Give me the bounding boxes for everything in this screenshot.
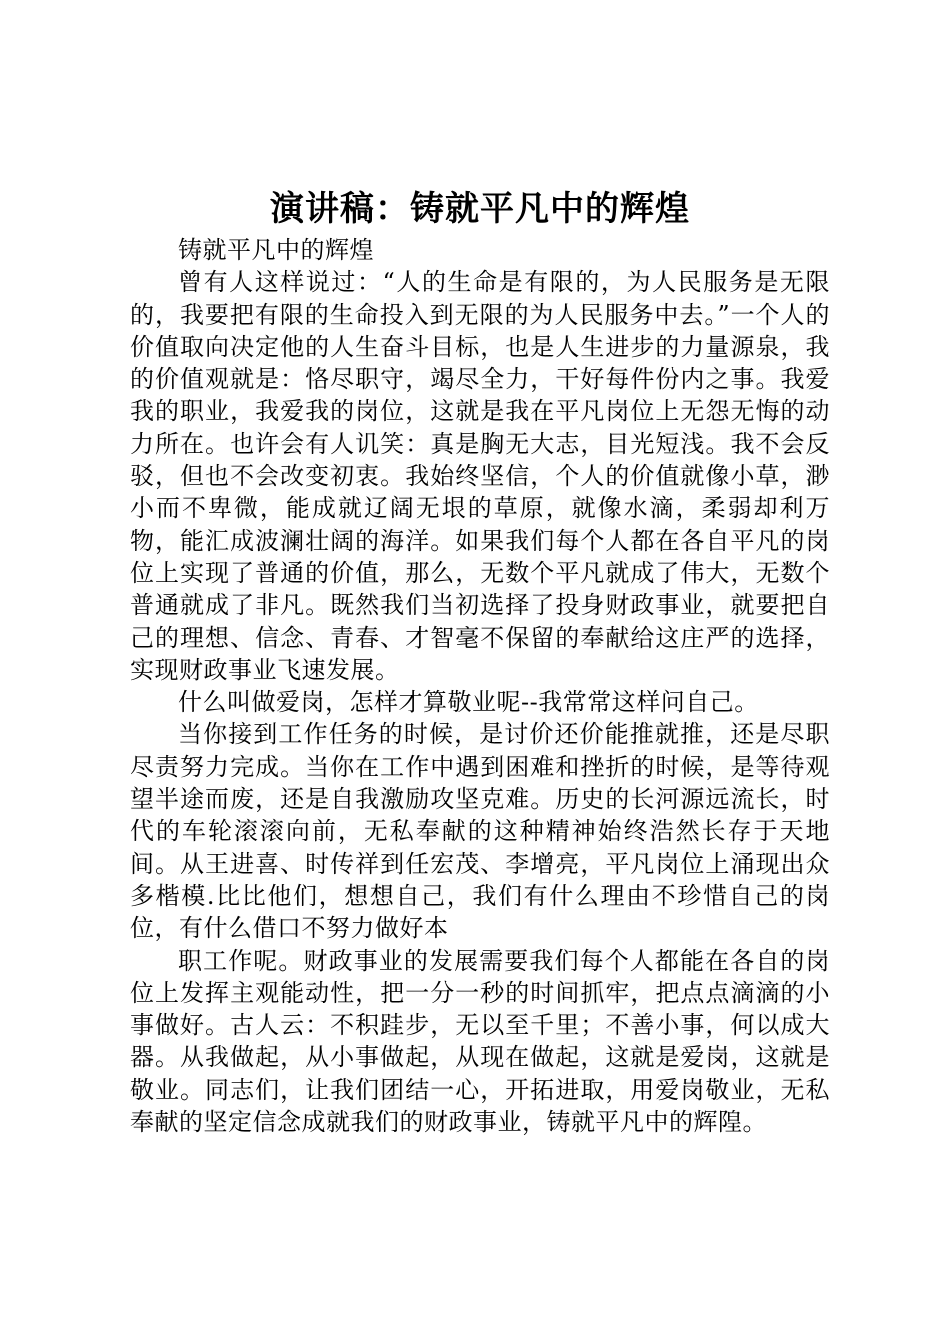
paragraph: 当你接到工作任务的时候，是讨价还价能推就推，还是尽职尽责努力完成。当你在工作中遇到困难和挫折的时候，是等待观望半途而废，还是自我激励攻坚克难。历史的长河源远流长，时代的车轮滚滚向前，无私奉献的这种精神始终浩然长存于天地间。从王进喜、时传祥到任宏茂、李增亮，平凡岗位上涌现出众多楷模.比比他们，想想自己，我们有什么理由不珍惜自己的岗位，有什么借口不努力做好本 xyxy=(130,720,830,943)
document-body xyxy=(130,234,830,1138)
document-title: 演讲稿：铸就平凡中的辉煌 xyxy=(270,189,690,229)
paragraph: 曾有人这样说过：“人的生命是有限的，为人民服务是无限的，我要把有限的生命投入到无限的为人民服务中去。”一个人的价值取向决定他的人生奋斗目标，也是人生进步的力量源泉，我的价值观就是：恪尽职守，竭尽全力，干好每件份内之事。我爱我的职业，我爱我的岗位，这就是我在平凡岗位上无怨无悔的动力所在。也许会有人讥笑：真是胸无大志，目光短浅。我不会反驳，但也不会改变初衷。我始终坚信，个人的价值就像小草，渺小而不卑微，能成就辽阔无垠的草原，就像水滴，柔弱却利万物，能汇成波澜壮阔的海洋。如果我们每个人都在各自平凡的岗位上实现了普通的价值，那么，无数个平凡就成了伟大，无数个普通就成了非凡。既然我们当初选择了投身财政事业，就要把自己的理想、信念、青春、才智毫不保留的奉献给这庄严的选择，实现财政事业飞速发展。 xyxy=(130,268,830,684)
paragraph: 职工作呢。财政事业的发展需要我们每个人都能在各自的岗位上发挥主观能动性，把一分一秒的时间抓牢，把点点滴滴的小事做好。古人云：不积跬步，无以至千里；不善小事，何以成大器。从我做起，从小事做起，从现在做起，这就是爱岗，这就是敬业。同志们，让我们团结一心，开拓进取，用爱岗敬业，无私奉献的坚定信念成就我们的财政事业，铸就平凡中的辉隍。 xyxy=(130,946,830,1137)
paragraph-subtitle: 铸就平凡中的辉煌 xyxy=(178,236,374,264)
paragraph: 什么叫做爱岗，怎样才算敬业呢--我常常这样问自己。 xyxy=(178,688,759,717)
